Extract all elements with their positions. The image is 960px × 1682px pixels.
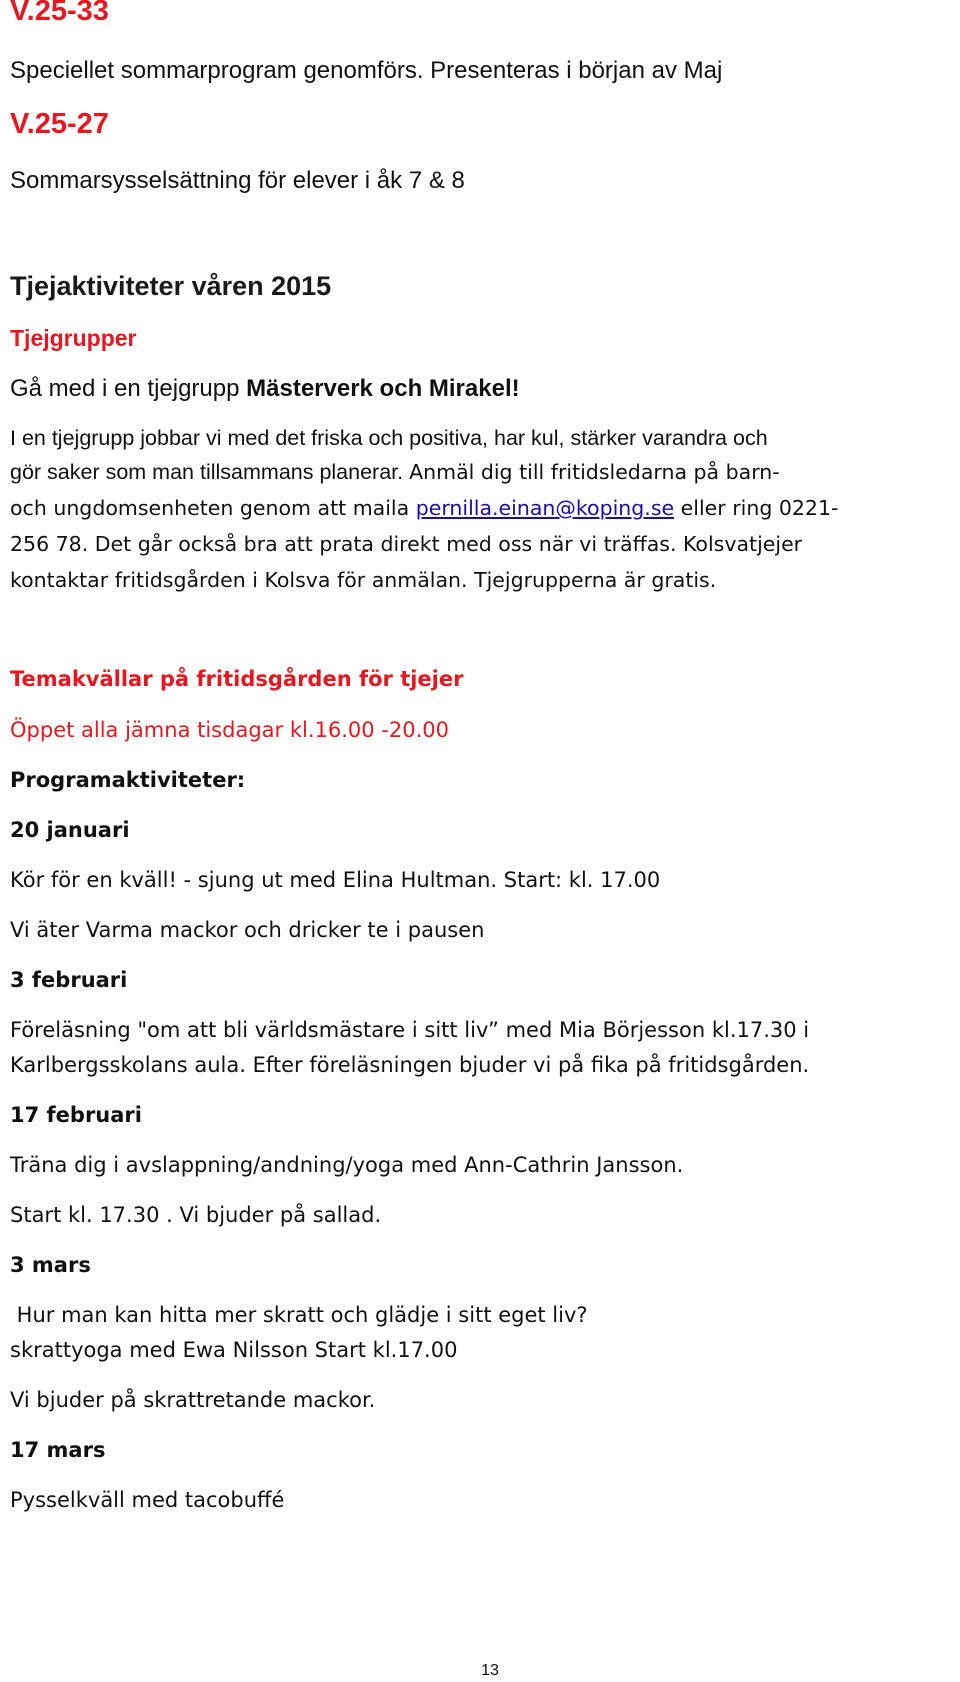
group-name: Mästerverk och Mirakel! xyxy=(246,375,520,402)
program-heading: Programaktiviteter: xyxy=(10,768,246,792)
event-line: skrattyoga med Ewa Nilsson Start kl.17.00 xyxy=(10,1338,458,1362)
intro-prefix: Gå med i en tjejgrupp xyxy=(10,375,247,402)
event-line: Vi äter Varma mackor och dricker te i pausen xyxy=(10,918,485,942)
paragraph-segment: Anmäl dig till fritidsledarna på barn- xyxy=(409,460,780,484)
event-date: 3 mars xyxy=(10,1253,91,1277)
section-title: Tjejaktiviteter våren 2015 xyxy=(10,271,332,301)
event-line: Start kl. 17.30 . Vi bjuder på sallad. xyxy=(10,1203,382,1227)
section-subtitle: Tjejgrupper xyxy=(10,325,137,351)
group-intro xyxy=(10,375,520,404)
event-line: Pysselkväll med tacobuffé xyxy=(10,1488,285,1512)
event-line: Vi bjuder på skrattretande mackor. xyxy=(10,1388,376,1412)
paragraph-line: kontaktar fritidsgården i Kolsva för anmälan. Tjejgrupperna är gratis. xyxy=(10,568,717,592)
paragraph-segment: och ungdomsenheten genom att maila xyxy=(10,496,416,520)
event-line: Kör för en kväll! - sjung ut med Elina Hultman. Start: kl. 17.00 xyxy=(10,868,661,892)
event-date: 17 mars xyxy=(10,1438,106,1462)
email-link[interactable]: pernilla.einan@koping.se xyxy=(415,496,675,520)
summer-program-text: Speciellet sommarprogram genomförs. Presenteras i början av Maj xyxy=(10,57,723,84)
paragraph-line xyxy=(10,460,780,486)
paragraph-line: I en tjejgrupp jobbar vi med det friska och positiva, har kul, stärker varandra och xyxy=(10,426,768,450)
paragraph-line xyxy=(10,496,838,521)
theme-title: Temakvällar på fritidsgården för tjejer xyxy=(10,667,464,691)
event-date: 3 februari xyxy=(10,968,128,992)
week-heading-1: V.25-33 xyxy=(10,0,109,27)
opening-hours: Öppet alla jämna tisdagar kl.16.00 -20.00 xyxy=(10,718,449,742)
page-number: 13 xyxy=(481,1662,499,1679)
event-line: Träna dig i avslappning/andning/yoga med Ann-Cathrin Jansson. xyxy=(10,1153,684,1177)
event-line: Föreläsning "om att bli världsmästare i sitt liv” med Mia Börjesson kl.17.30 i xyxy=(10,1018,810,1042)
week-heading-2: V.25-27 xyxy=(10,108,109,140)
event-date: 20 januari xyxy=(10,818,130,842)
paragraph-segment: eller ring 0221- xyxy=(674,496,839,520)
paragraph-line: 256 78. Det går också bra att prata direkt med oss när vi träffas. Kolsvatjejer xyxy=(10,532,803,556)
event-line: Karlbergsskolans aula. Efter föreläsningen bjuder vi på fika på fritidsgården. xyxy=(10,1053,810,1077)
paragraph-segment: gör saker som man tillsammans planerar. xyxy=(10,460,410,484)
event-line: Hur man kan hitta mer skratt och glädje i sitt eget liv? xyxy=(10,1303,588,1327)
event-date: 17 februari xyxy=(10,1103,142,1127)
summer-activity-text: Sommarsysselsättning för elever i åk 7 & 8 xyxy=(10,167,465,194)
